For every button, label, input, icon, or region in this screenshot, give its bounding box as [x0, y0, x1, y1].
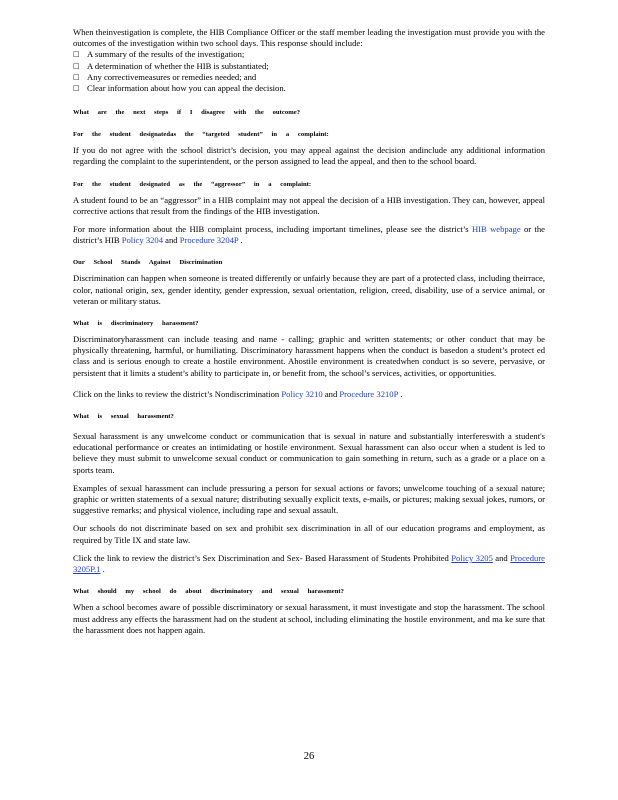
- heading-targeted-student: For the student designatedas the “targeted student” in a complaint:: [73, 131, 329, 139]
- intro-paragraph: When theinvestigation is complete, the HIB Compliance Officer or the staff member leading the investigation must provide you with the outcomes of the investigation within two school days. This response should include:: [73, 27, 545, 49]
- heading-aggressor-student: For the student designated as the “aggressor” in a complaint:: [73, 180, 312, 188]
- bullet-icon: □: [73, 84, 80, 93]
- heading-sexual-harassment: What is sexual harassment?: [73, 413, 174, 421]
- paragraph-nondiscrimination-links: Click on the links to review the district’s Nondiscrimination Policy 3210 and Procedure 3210P .: [73, 388, 403, 399]
- procedure-3210p-link[interactable]: Procedure 3210P: [339, 388, 399, 399]
- procedure-3205p1-link[interactable]: Procedure 3205P.1: [73, 552, 545, 575]
- paragraph-discriminatory-harassment: Discriminatoryharassment can include teasing and name - calling; graphic and written statements; or other conduct that may be physically threatening, harmful, or humiliating. Discriminatory harassment happens when the conduct is basedon a student’s protect ed class and is serious enough to create a hostile environment. Ahostile environment is createdwhen conduct is so severe, pervasive, or persistent that it limits a student’s ability to participate in, or benefit from, the school’s services, activities, or opportunities.: [73, 334, 545, 378]
- list-item: □ Any correctivemeasures or remedies needed; and: [73, 71, 257, 82]
- paragraph-aggressor-appeal: A student found to be an “aggressor” in a HIB complaint may not appeal the decision of a HIB investigation. They can, however, appeal corrective actions that result from the findings of the HIB investigation.: [73, 194, 545, 216]
- heading-stands-against-discrimination: Our School Stands Against Discrimination: [73, 259, 223, 267]
- paragraph-more-info: For more information about the HIB complaint process, including important timelines, please see the district’s HIB webpage or the district’s HIB Policy 3204 and Procedure 3204P .: [73, 224, 545, 246]
- heading-what-should-school-do: What should my school do about discriminatory and sexual harassment?: [73, 588, 345, 596]
- list-item: □ Clear information about how you can appeal the decision.: [73, 83, 286, 94]
- page-content: [73, 27, 545, 636]
- bullet-icon: □: [73, 72, 80, 81]
- policy-3205-link[interactable]: Policy 3205: [451, 552, 493, 563]
- bullet-icon: □: [73, 61, 80, 70]
- paragraph-discrimination: Discrimination can happen when someone is treated differently or unfairly because they are part of a protected class, including theirrace, color, national origin, sex, gender identity, gender expression, sexual orientation, religion, creed, disability, use of a service animal, or veteran or military status.: [73, 273, 545, 306]
- paragraph-sex-discrimination-links: Click the link to review the district’s Sex Discrimination and Sex- Based Harassment of Students Prohibited Policy 3205 and Procedure 3205P.1 .: [73, 552, 545, 575]
- paragraph-our-schools: Our schools do not discriminate based on sex and prohibit sex discrimination in all of our education programs and employment, as required by Title IX and state law.: [73, 523, 545, 545]
- bullet-icon: □: [73, 50, 80, 59]
- heading-discriminatory-harassment: What is discriminatory harassment?: [73, 320, 199, 328]
- procedure-3204p-link[interactable]: Procedure 3204P: [179, 235, 239, 246]
- paragraph-examples: Examples of sexual harassment can include pressuring a person for sexual actions or favors; unwelcome touching of a sexual nature; graphic or written statements of a sexual nature; distributing sexually explicit texts, e-mails, or pictures; making sexual jokes, rumors, or suggestive remarks; and physical violence, including rape and sexual assault.: [73, 482, 545, 516]
- paragraph-targeted-appeal: If you do not agree with the school district’s decision, you may appeal against the decision andinclude any additional information regarding the complaint to the superintendent, or the person assigned to lead the appeal, and then to the school board.: [73, 145, 545, 167]
- page-number: 26: [303, 751, 315, 762]
- list-item: □ A determination of whether the HIB is substantiated;: [73, 60, 269, 71]
- paragraph-sexual-harassment: Sexual harassment is any unwelcome conduct or communication that is sexual in nature and substantially interfereswith a student's educational performance or creates an intimidating or hostile environment. Sexual harassment can also occur when a student is led to believe they must submit to unwelcome sexual conduct or communication to gain something in return, such as a grade or a place on a sports team.: [73, 431, 545, 475]
- response-list: [73, 49, 545, 94]
- policy-3204-link[interactable]: Policy 3204: [121, 235, 164, 246]
- policy-3210-link[interactable]: Policy 3210: [281, 388, 323, 399]
- list-item: □ A summary of the results of the investigation;: [73, 49, 245, 60]
- hib-webpage-link[interactable]: HIB webpage: [471, 224, 521, 235]
- paragraph-school-should: When a school becomes aware of possible discriminatory or sexual harassment, it must investigate and stop the harassment. The school must address any effects the harassment had on the student at school, including eliminating the hostile environment, and ma ke sure that the harassment does not happen again.: [73, 602, 545, 635]
- heading-next-steps: What are the next steps if I disagree with the outcome?: [73, 109, 301, 117]
